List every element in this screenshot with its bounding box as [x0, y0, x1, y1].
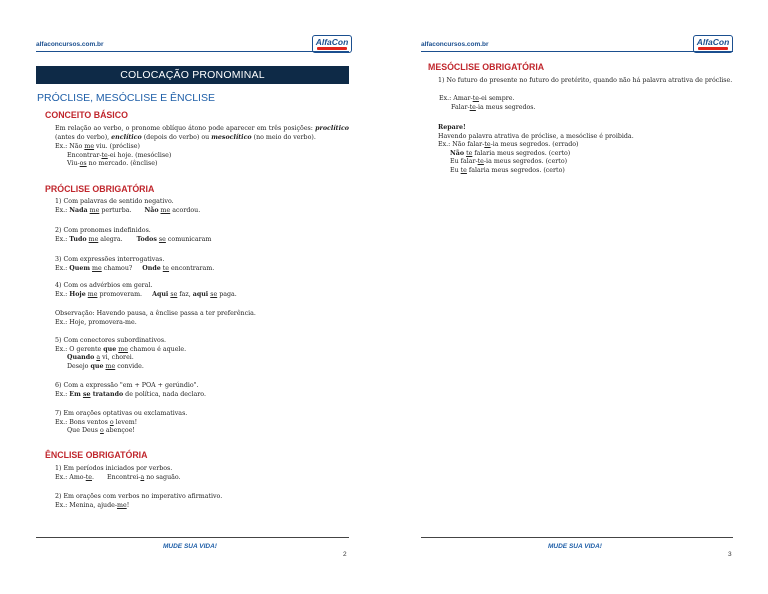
repare-label: Repare!	[438, 124, 466, 131]
site-url[interactable]: alfaconcursos.com.br	[36, 41, 104, 48]
mesoclise-rule: 1) No futuro do presente no futuro do pretérito, quando não há palavra atrativa de próclise.	[438, 77, 733, 84]
logo-stripe	[317, 47, 347, 50]
proclise-rule-5: 5) Com conectores subordinativos. Ex.: O gerente que me chamou é aquele. Quando a vi, chorei. Desejo que me convide.	[55, 337, 187, 370]
example-line: Encontrar-te-ei hoje. (mesóclise)	[67, 151, 172, 159]
proclise-rule-1: 1) Com palavras de sentido negativo. Ex.: Nada me perturba. Não me acordou.	[55, 198, 201, 214]
footer-slogan: MUDE SUA VIDA!	[163, 543, 217, 550]
header-rule	[421, 51, 733, 52]
mesoclise-examples: Ex.: Amar-te-ei sempre. Falar-te-ia meus segredos.	[439, 95, 536, 111]
conceito-heading: CONCEITO BÁSICO	[45, 110, 128, 120]
proclise-observation: Observação: Havendo pausa, a ênclise passa a ter preferência. Ex.: Hoje, promovera-me.	[55, 310, 256, 326]
proclise-rule-6: 6) Com a expressão "em + POA + gerúndio". Ex.: Em se tratando de política, nada declaro.	[55, 382, 206, 398]
enclise-rule-2: 2) Em orações com verbos no imperativo afirmativo. Ex.: Menina, ajude-me!	[55, 493, 223, 509]
conceito-block	[37, 125, 349, 142]
logo-wordmark: AlfaCon	[315, 37, 349, 47]
conceito-intro: Em relação ao verbo, o pronome oblíquo átono pode aparecer em três posições: proclítico (antes do verbo), enclítico (depois do verbo) ou mesoclítico (no meio do verbo).	[55, 125, 349, 141]
proclise-rule-4: 4) Com os advérbios em geral. Ex.: Hoje me promoveram. Aqui se faz, aqui se paga.	[55, 282, 237, 298]
proclise-rule-3: 3) Com expressões interrogativas. Ex.: Quem me chamou? Onde te encontraram.	[55, 256, 215, 272]
proclise-rule-7: 7) Em orações optativas ou exclamativas. Ex.: Bons ventos o levem! Que Deus o abençoe!	[55, 410, 188, 435]
proclise-heading: PRÓCLISE OBRIGATÓRIA	[45, 184, 155, 194]
footer-rule	[36, 537, 349, 538]
repare-block: Repare! Havendo palavra atrativa de próclise, a mesóclise é proibida. Ex.: Não falar-te-ia meus segredos. (errado) Não te falaria meus segredos. (certo) Eu falar-te-ia meus segredos. (certo) Eu te falaria meus segredos. (certo)	[438, 124, 634, 174]
chapter-banner: COLOCAÇÃO PRONOMINAL	[36, 66, 349, 84]
section-title: PRÓCLISE, MESÓCLISE E ÊNCLISE	[37, 92, 215, 104]
logo-wordmark: AlfaCon	[696, 37, 730, 47]
header-rule	[36, 51, 349, 52]
page-number: 3	[728, 551, 732, 558]
page-number: 2	[343, 551, 347, 558]
logo-stripe	[698, 47, 728, 50]
proclise-rule-2: 2) Com pronomes indefinidos. Ex.: Tudo me alegra. Todos se comunicaram	[55, 227, 212, 243]
example-line: Viu-os no mercado. (ênclise)	[67, 160, 158, 168]
footer-slogan: MUDE SUA VIDA!	[548, 543, 602, 550]
conceito-examples	[55, 143, 171, 169]
enclise-heading: ÊNCLISE OBRIGATÓRIA	[45, 450, 148, 460]
enclise-rule-1: 1) Em períodos iniciados por verbos. Ex.: Amo-te. Encontrei-a no saguão.	[55, 465, 181, 481]
footer-rule	[421, 537, 733, 538]
example-line: Ex.: Não me viu. (próclise)	[55, 143, 140, 150]
mesoclise-heading: MESÓCLISE OBRIGATÓRIA	[428, 62, 545, 72]
page-3	[384, 0, 768, 594]
site-url[interactable]: alfaconcursos.com.br	[421, 41, 489, 48]
